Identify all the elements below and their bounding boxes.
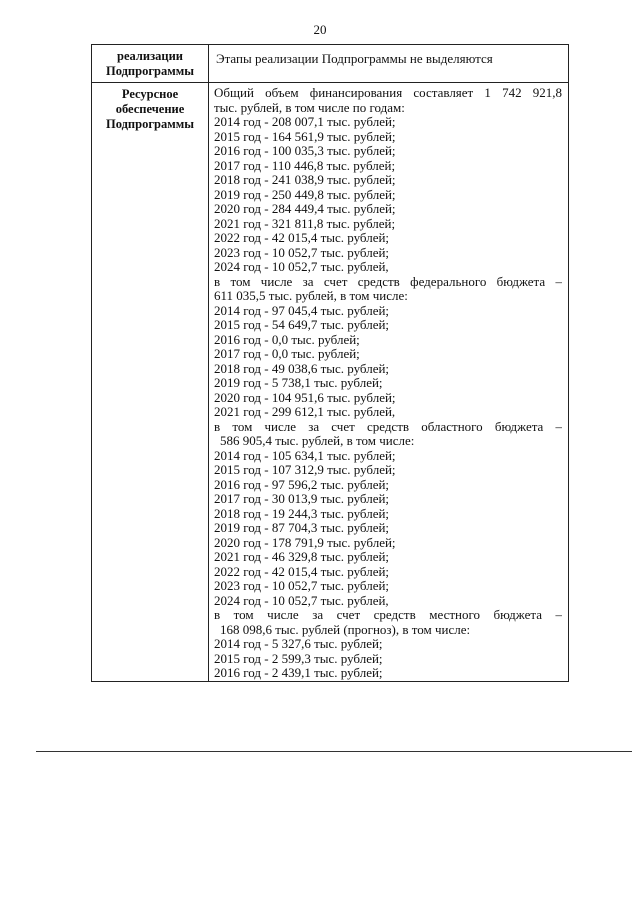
row-value-cell [209, 83, 569, 682]
table-row-stages [92, 45, 569, 83]
funding-line: 2016 год - 0,0 тыс. рублей; [214, 332, 360, 347]
funding-line: 2023 год - 10 052,7 тыс. рублей; [214, 245, 390, 260]
row-value-cell [209, 45, 569, 83]
footer-divider [36, 751, 632, 752]
row-label-cell [92, 45, 209, 83]
funding-line: 2015 год - 2 599,3 тыс. рублей; [214, 651, 383, 666]
funding-line: 2022 год - 42 015,4 тыс. рублей; [214, 231, 390, 245]
funding-line: 2021 год - 299 612,1 тыс. рублей, [214, 405, 396, 419]
funding-line: 2020 год - 104 951,6 тыс. рублей; [214, 390, 396, 405]
funding-line: 2016 год - 100 035,3 тыс. рублей; [214, 144, 396, 158]
funding-line: 168 098,6 тыс. рублей (прогноз), в том числе: [220, 622, 471, 637]
row-value: Этапы реализации Подпрограммы не выделяются [216, 51, 493, 66]
funding-line: тыс. рублей, в том числе по годам: [214, 100, 405, 115]
row-label-line: реализации [117, 49, 183, 63]
funding-line: 2019 год - 5 738,1 тыс. рублей; [214, 376, 383, 390]
funding-line: 2018 год - 241 038,9 тыс. рублей; [214, 173, 396, 187]
funding-line: 2014 год - 97 045,4 тыс. рублей; [214, 303, 390, 318]
funding-line: 2020 год - 178 791,9 тыс. рублей; [214, 535, 396, 550]
funding-line: в том числе за счет средств федерального бюджета – [214, 274, 562, 289]
row-label-cell [92, 83, 209, 682]
table-row-resources [92, 83, 569, 682]
funding-line: 2019 год - 87 704,3 тыс. рублей; [214, 521, 390, 535]
funding-line: 2021 год - 321 811,8 тыс. рублей; [214, 216, 396, 231]
funding-line: 2019 год - 250 449,8 тыс. рублей; [214, 187, 396, 202]
row-label [92, 83, 208, 132]
funding-line: 2017 год - 0,0 тыс. рублей; [214, 347, 360, 361]
funding-line: 2015 год - 54 649,7 тыс. рублей; [214, 318, 390, 332]
funding-line: 586 905,4 тыс. рублей, в том числе: [220, 434, 415, 448]
row-label-line: Подпрограммы [105, 64, 194, 78]
passport-table [91, 44, 569, 682]
funding-line: 2018 год - 19 244,3 тыс. рублей; [214, 506, 390, 521]
funding-line: 2018 год - 49 038,6 тыс. рублей; [214, 361, 390, 376]
funding-line: 2015 год - 164 561,9 тыс. рублей; [214, 129, 396, 144]
page-number: 20 [313, 22, 327, 37]
funding-line: в том числе за счет средств областного бюджета – [214, 419, 562, 434]
funding-line: в том числе за счет средств местного бюджета – [214, 608, 562, 622]
funding-line: 2020 год - 284 449,4 тыс. рублей; [214, 202, 396, 216]
funding-line: 2016 год - 97 596,2 тыс. рублей; [214, 477, 390, 492]
funding-line: 611 035,5 тыс. рублей, в том числе: [214, 289, 408, 303]
funding-line: 2015 год - 107 312,9 тыс. рублей; [214, 463, 396, 477]
funding-line: 2014 год - 208 007,1 тыс. рублей; [214, 115, 396, 129]
row-label-line: Подпрограммы [105, 117, 194, 131]
row-label [92, 45, 208, 79]
row-label-line: Ресурсное [121, 87, 179, 101]
funding-line: 2024 год - 10 052,7 тыс. рублей, [214, 260, 389, 274]
funding-text [209, 83, 568, 681]
row-label-line: обеспечение [115, 102, 185, 116]
funding-line: 2017 год - 110 446,8 тыс. рублей; [214, 158, 396, 173]
funding-line: 2014 год - 5 327,6 тыс. рублей; [214, 637, 383, 651]
funding-line: 2022 год - 42 015,4 тыс. рублей; [214, 564, 390, 579]
funding-line: Общий объем финансирования составляет 1 742 921,8 [214, 86, 562, 100]
funding-line: 2016 год - 2 439,1 тыс. рублей; [214, 666, 383, 680]
funding-line: 2024 год - 10 052,7 тыс. рублей, [214, 593, 389, 608]
funding-line: 2014 год - 105 634,1 тыс. рублей; [214, 448, 396, 463]
funding-line: 2017 год - 30 013,9 тыс. рублей; [214, 492, 390, 506]
funding-line: 2023 год - 10 052,7 тыс. рублей; [214, 579, 390, 593]
funding-line: 2021 год - 46 329,8 тыс. рублей; [214, 550, 390, 564]
